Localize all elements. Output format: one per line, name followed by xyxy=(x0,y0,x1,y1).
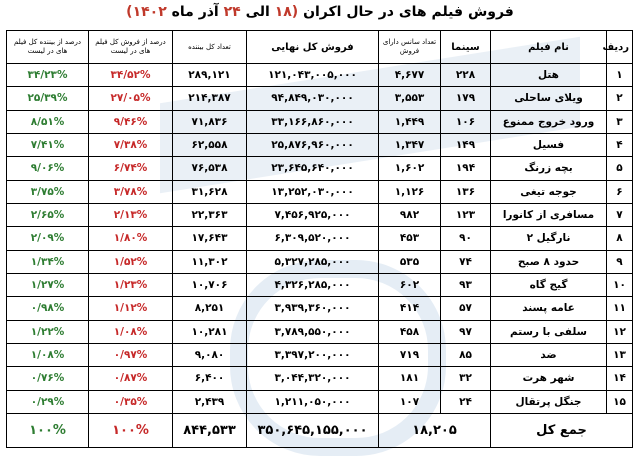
cinemas-cell: ۱۰۶ xyxy=(441,110,491,133)
sessions-cell: ۵۳۵ xyxy=(379,250,441,273)
header-sales-pct: درصد از فروش کل فیلم های در لیست xyxy=(89,31,173,64)
rank-cell: ۳ xyxy=(607,110,633,133)
sales-pct-cell: ۱/۸۰% xyxy=(89,227,173,250)
sessions-cell: ۴۱۴ xyxy=(379,297,441,320)
viewers-cell: ۱۱,۳۰۲ xyxy=(173,250,247,273)
table-body xyxy=(7,64,633,414)
viewers-cell: ۳۱,۶۲۸ xyxy=(173,180,247,203)
gross-cell: ۴,۳۲۶,۲۸۵,۰۰۰ xyxy=(247,273,379,296)
viewers-cell: ۷۶,۵۳۸ xyxy=(173,157,247,180)
gross-cell: ۳۳,۱۶۶,۸۶۰,۰۰۰ xyxy=(247,110,379,133)
viewers-cell: ۹,۰۸۰ xyxy=(173,343,247,366)
rank-cell: ۱۲ xyxy=(607,320,633,343)
cinemas-cell: ۳۲ xyxy=(441,367,491,390)
film-name: نارگیل ۲ xyxy=(491,227,607,250)
viewers-pct-cell: ۱/۰۸% xyxy=(7,343,89,366)
rank-cell: ۱۴ xyxy=(607,367,633,390)
table-row xyxy=(7,273,633,296)
table-row xyxy=(7,297,633,320)
viewers-cell: ۲,۴۳۹ xyxy=(173,390,247,413)
film-name: مسافری از کانورا xyxy=(491,203,607,226)
viewers-pct-cell: ۰/۹۸% xyxy=(7,297,89,320)
gross-cell: ۱,۲۱۱,۰۵۰,۰۰۰ xyxy=(247,390,379,413)
table-row xyxy=(7,250,633,273)
table-row xyxy=(7,320,633,343)
sessions-cell: ۴۵۸ xyxy=(379,320,441,343)
gross-cell: ۲۵,۸۷۶,۹۶۰,۰۰۰ xyxy=(247,133,379,156)
sales-pct-cell: ۳۴/۵۲% xyxy=(89,64,173,87)
total-row xyxy=(7,414,633,448)
table-row xyxy=(7,367,633,390)
viewers-cell: ۲۲,۳۶۳ xyxy=(173,203,247,226)
rank-cell: ۸ xyxy=(607,227,633,250)
rank-cell: ۲ xyxy=(607,87,633,110)
gross-cell: ۳,۷۸۹,۵۵۰,۰۰۰ xyxy=(247,320,379,343)
sessions-cell: ۳,۵۵۳ xyxy=(379,87,441,110)
sessions-cell: ۴,۶۷۷ xyxy=(379,64,441,87)
table-row xyxy=(7,203,633,226)
table-row xyxy=(7,390,633,413)
cinemas-cell: ۹۰ xyxy=(441,227,491,250)
gross-cell: ۱۲۱,۰۴۳,۰۰۵,۰۰۰ xyxy=(247,64,379,87)
page-title: فروش فیلم های در حال اکران (۱۸ الی ۲۴ آذر ماه ۱۴۰۲) xyxy=(126,4,514,20)
sales-pct-cell: ۱/۰۸% xyxy=(89,320,173,343)
table-row xyxy=(7,64,633,87)
cinemas-cell: ۷۴ xyxy=(441,250,491,273)
sessions-cell: ۱,۱۲۶ xyxy=(379,180,441,203)
table-row xyxy=(7,110,633,133)
sales-pct-cell: ۰/۹۷% xyxy=(89,343,173,366)
gross-cell: ۱۳,۲۵۲,۰۳۰,۰۰۰ xyxy=(247,180,379,203)
header-cinemas: سینما xyxy=(441,31,491,64)
viewers-cell: ۸,۲۵۱ xyxy=(173,297,247,320)
cinemas-cell: ۸۵ xyxy=(441,343,491,366)
table-row xyxy=(7,227,633,250)
film-name: هتل xyxy=(491,64,607,87)
header-sessions: تعداد سانس دارای فروش xyxy=(379,31,441,64)
total-viewers: ۸۴۴,۵۳۳ xyxy=(173,414,247,448)
sessions-cell: ۱,۳۴۷ xyxy=(379,133,441,156)
sales-pct-cell: ۱/۵۲% xyxy=(89,250,173,273)
header-viewers: تعداد کل بیننده xyxy=(173,31,247,64)
sessions-cell: ۱,۴۴۹ xyxy=(379,110,441,133)
sales-pct-cell: ۲۷/۰۵% xyxy=(89,87,173,110)
viewers-cell: ۶,۴۰۰ xyxy=(173,367,247,390)
rank-cell: ۴ xyxy=(607,133,633,156)
viewers-pct-cell: ۳/۷۵% xyxy=(7,180,89,203)
rank-cell: ۶ xyxy=(607,180,633,203)
viewers-pct-cell: ۲۵/۳۹% xyxy=(7,87,89,110)
sales-pct-cell: ۰/۳۵% xyxy=(89,390,173,413)
viewers-cell: ۱۷,۶۴۳ xyxy=(173,227,247,250)
gross-cell: ۹۴,۸۴۹,۰۳۰,۰۰۰ xyxy=(247,87,379,110)
sales-pct-cell: ۲/۱۳% xyxy=(89,203,173,226)
sales-pct-cell: ۷/۳۸% xyxy=(89,133,173,156)
header-row xyxy=(7,31,633,64)
viewers-pct-cell: ۱/۲۷% xyxy=(7,273,89,296)
gross-cell: ۳,۹۳۹,۳۶۰,۰۰۰ xyxy=(247,297,379,320)
film-name: فسیل xyxy=(491,133,607,156)
rank-cell: ۹ xyxy=(607,250,633,273)
total-sessions: ۱۸,۲۰۵ xyxy=(379,414,491,448)
sales-pct-cell: ۱/۱۲% xyxy=(89,297,173,320)
viewers-pct-cell: ۱/۲۲% xyxy=(7,320,89,343)
gross-cell: ۵,۳۲۷,۲۸۵,۰۰۰ xyxy=(247,250,379,273)
viewers-cell: ۲۱۴,۳۸۷ xyxy=(173,87,247,110)
sessions-cell: ۱۸۱ xyxy=(379,367,441,390)
film-name: گیج گاه xyxy=(491,273,607,296)
cinemas-cell: ۱۷۹ xyxy=(441,87,491,110)
film-name: شهر هرت xyxy=(491,367,607,390)
sessions-cell: ۱۰۷ xyxy=(379,390,441,413)
gross-cell: ۶,۳۰۹,۵۲۰,۰۰۰ xyxy=(247,227,379,250)
total-gross: ۳۵۰,۶۴۵,۱۵۵,۰۰۰ xyxy=(247,414,379,448)
header-film: نام فیلم xyxy=(491,31,607,64)
viewers-pct-cell: ۸/۵۱% xyxy=(7,110,89,133)
cinemas-cell: ۱۴۹ xyxy=(441,133,491,156)
sessions-cell: ۶۰۲ xyxy=(379,273,441,296)
cinemas-cell: ۱۳۶ xyxy=(441,180,491,203)
table-row xyxy=(7,157,633,180)
viewers-pct-cell: ۰/۲۹% xyxy=(7,390,89,413)
viewers-pct-cell: ۹/۰۶% xyxy=(7,157,89,180)
total-viewers-pct: ۱۰۰% xyxy=(7,414,89,448)
cinemas-cell: ۱۹۴ xyxy=(441,157,491,180)
sessions-cell: ۴۵۳ xyxy=(379,227,441,250)
rank-cell: ۱۱ xyxy=(607,297,633,320)
table-row xyxy=(7,180,633,203)
table-row xyxy=(7,87,633,110)
cinemas-cell: ۹۳ xyxy=(441,273,491,296)
viewers-pct-cell: ۱/۳۴% xyxy=(7,250,89,273)
film-name: حدود ۸ صبح xyxy=(491,250,607,273)
viewers-cell: ۱۰,۷۰۶ xyxy=(173,273,247,296)
total-label: جمع کل xyxy=(491,414,633,448)
rank-cell: ۱ xyxy=(607,64,633,87)
film-name: بچه زرنگ xyxy=(491,157,607,180)
cinemas-cell: ۹۷ xyxy=(441,320,491,343)
film-name: عامه پسند xyxy=(491,297,607,320)
rank-cell: ۱۵ xyxy=(607,390,633,413)
viewers-pct-cell: ۲/۰۹% xyxy=(7,227,89,250)
viewers-cell: ۷۱,۸۳۶ xyxy=(173,110,247,133)
viewers-cell: ۶۲,۵۵۸ xyxy=(173,133,247,156)
cinemas-cell: ۵۷ xyxy=(441,297,491,320)
sales-pct-cell: ۹/۴۶% xyxy=(89,110,173,133)
viewers-pct-cell: ۷/۴۱% xyxy=(7,133,89,156)
film-name: ویلای ساحلی xyxy=(491,87,607,110)
cinemas-cell: ۱۲۳ xyxy=(441,203,491,226)
film-name: ضد xyxy=(491,343,607,366)
sales-pct-cell: ۳/۷۸% xyxy=(89,180,173,203)
gross-cell: ۳,۰۴۴,۳۲۰,۰۰۰ xyxy=(247,367,379,390)
gross-cell: ۷,۴۵۶,۹۲۵,۰۰۰ xyxy=(247,203,379,226)
gross-cell: ۲۳,۶۴۵,۶۴۰,۰۰۰ xyxy=(247,157,379,180)
film-name: جوجه تیغی xyxy=(491,180,607,203)
viewers-cell: ۱۰,۲۸۱ xyxy=(173,320,247,343)
rank-cell: ۷ xyxy=(607,203,633,226)
header-rank: ردیف xyxy=(607,31,633,64)
rank-cell: ۵ xyxy=(607,157,633,180)
total-sales-pct: ۱۰۰% xyxy=(89,414,173,448)
sales-pct-cell: ۶/۷۴% xyxy=(89,157,173,180)
film-name: ورود خروج ممنوع xyxy=(491,110,607,133)
gross-cell: ۳,۳۹۷,۲۰۰,۰۰۰ xyxy=(247,343,379,366)
sessions-cell: ۱,۶۰۲ xyxy=(379,157,441,180)
header-gross: فروش کل نهایی xyxy=(247,31,379,64)
rank-cell: ۱۰ xyxy=(607,273,633,296)
film-name: جنگل پرتقال xyxy=(491,390,607,413)
viewers-cell: ۲۸۹,۱۲۱ xyxy=(173,64,247,87)
cinemas-cell: ۲۴ xyxy=(441,390,491,413)
table-row xyxy=(7,343,633,366)
table-row xyxy=(7,133,633,156)
viewers-pct-cell: ۳۴/۲۳% xyxy=(7,64,89,87)
rank-cell: ۱۳ xyxy=(607,343,633,366)
viewers-pct-cell: ۲/۶۵% xyxy=(7,203,89,226)
box-office-table xyxy=(6,30,633,448)
sales-pct-cell: ۰/۸۷% xyxy=(89,367,173,390)
viewers-pct-cell: ۰/۷۶% xyxy=(7,367,89,390)
sessions-cell: ۹۸۲ xyxy=(379,203,441,226)
sessions-cell: ۷۱۹ xyxy=(379,343,441,366)
cinemas-cell: ۲۲۸ xyxy=(441,64,491,87)
sales-pct-cell: ۱/۲۳% xyxy=(89,273,173,296)
film-name: سلفی با رستم xyxy=(491,320,607,343)
header-viewers-pct: درصد از بیننده کل فیلم های در لیست xyxy=(7,31,89,64)
